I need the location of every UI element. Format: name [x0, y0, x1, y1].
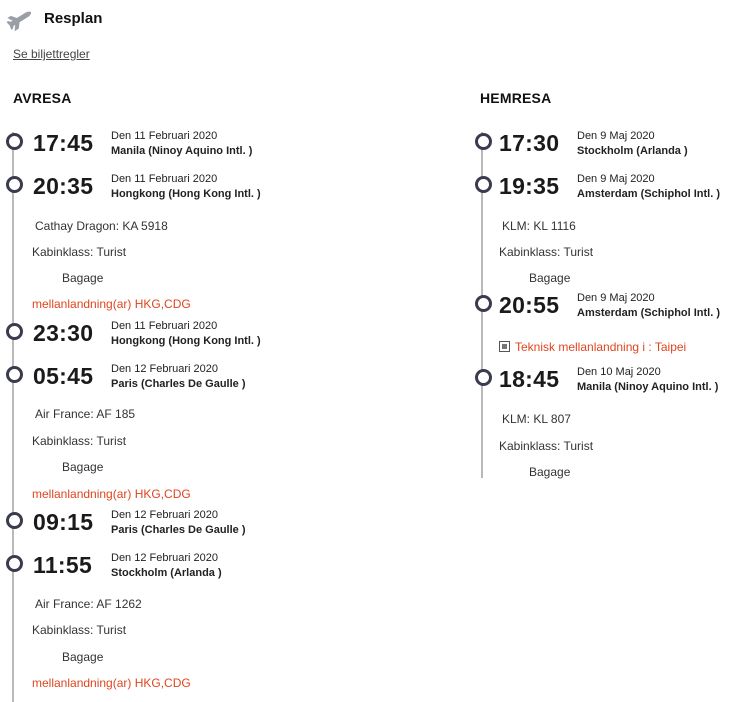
stop-date: Den 11 Februari 2020 — [111, 320, 218, 332]
timeline-dot — [475, 176, 492, 193]
cabin-class: Kabinklass: Turist — [32, 623, 127, 637]
stop-date: Den 12 Februari 2020 — [111, 363, 219, 375]
timeline-dot — [475, 295, 492, 312]
stop-date: Den 9 Maj 2020 — [577, 292, 655, 304]
cabin-class: Kabinklass: Turist — [499, 245, 594, 259]
stop-place: Manila (Ninoy Aquino Intl. ) — [111, 145, 253, 157]
stopover-info: mellanlandning(ar) HKG,CDG — [32, 676, 191, 690]
itinerary-header — [6, 4, 306, 34]
airplane-icon — [6, 4, 36, 34]
stop-place: Paris (Charles De Gaulle ) — [111, 524, 246, 536]
stop-date: Den 11 Februari 2020 — [111, 130, 218, 142]
outbound-stop — [13, 320, 333, 356]
outbound-stop — [13, 552, 333, 588]
stop-date: Den 9 Maj 2020 — [577, 173, 655, 185]
baggage-label: Bagage — [62, 271, 104, 285]
stop-time: 17:30 — [499, 130, 560, 156]
timeline-dot — [6, 323, 23, 340]
return-heading: HEMRESA — [480, 90, 552, 106]
stop-place: Amsterdam (Schiphol Intl. ) — [577, 188, 721, 200]
timeline-dot — [6, 555, 23, 572]
stop-date: Den 12 Februari 2020 — [111, 509, 219, 521]
stop-time: 11:55 — [33, 552, 93, 578]
baggage-label: Bagage — [529, 465, 571, 479]
flight-number: Air France: AF 185 — [35, 407, 136, 421]
cabin-class: Kabinklass: Turist — [32, 434, 127, 448]
baggage-label: Bagage — [62, 460, 104, 474]
stop-time: 20:35 — [33, 173, 94, 199]
flight-number: KLM: KL 1116 — [502, 219, 576, 233]
stop-place: Hongkong (Hong Kong Intl. ) — [111, 188, 261, 200]
stop-date: Den 12 Februari 2020 — [111, 552, 219, 564]
stop-time: 23:30 — [33, 320, 94, 346]
stop-time: 09:15 — [33, 509, 94, 535]
stop-place: Stockholm (Arlanda ) — [577, 145, 688, 157]
timeline-dot — [6, 512, 23, 529]
stop-time: 20:55 — [499, 292, 560, 318]
timeline-dot — [6, 133, 23, 150]
cabin-class: Kabinklass: Turist — [499, 439, 594, 453]
stop-date: Den 11 Februari 2020 — [111, 173, 218, 185]
stopover-info: mellanlandning(ar) HKG,CDG — [32, 487, 191, 501]
return-stop — [482, 292, 735, 328]
baggage-label: Bagage — [529, 271, 571, 285]
return-stop — [482, 173, 735, 209]
return-stop — [482, 366, 735, 402]
stop-time: 19:35 — [499, 173, 560, 199]
stop-time: 05:45 — [33, 363, 94, 389]
timeline-dot — [6, 366, 23, 383]
stop-place: Stockholm (Arlanda ) — [111, 567, 222, 579]
outbound-stop — [13, 509, 333, 545]
stop-time: 17:45 — [33, 130, 94, 156]
technical-stop-info — [499, 340, 686, 354]
stop-date: Den 10 Maj 2020 — [577, 366, 661, 378]
return-stop — [482, 130, 735, 166]
technical-stop-icon — [499, 341, 510, 352]
ticket-rules-link[interactable]: Se biljettregler — [13, 47, 90, 61]
outbound-stop — [13, 130, 333, 166]
stop-place: Amsterdam (Schiphol Intl. ) — [577, 307, 721, 319]
stop-place: Manila (Ninoy Aquino Intl. ) — [577, 381, 719, 393]
flight-number: Cathay Dragon: KA 5918 — [35, 219, 168, 233]
outbound-heading: AVRESA — [13, 90, 72, 106]
timeline-dot — [475, 369, 492, 386]
stopover-info: mellanlandning(ar) HKG,CDG — [32, 297, 191, 311]
outbound-timeline — [12, 132, 14, 702]
timeline-dot — [475, 133, 492, 150]
cabin-class: Kabinklass: Turist — [32, 245, 127, 259]
timeline-dot — [6, 176, 23, 193]
outbound-stop — [13, 363, 333, 399]
stop-place: Paris (Charles De Gaulle ) — [111, 378, 246, 390]
baggage-label: Bagage — [62, 650, 104, 664]
page-title: Resplan — [44, 10, 103, 27]
flight-number: KLM: KL 807 — [502, 412, 571, 426]
stop-place: Hongkong (Hong Kong Intl. ) — [111, 335, 261, 347]
stop-date: Den 9 Maj 2020 — [577, 130, 655, 142]
outbound-stop — [13, 173, 333, 209]
stop-time: 18:45 — [499, 366, 560, 392]
flight-number: Air France: AF 1262 — [35, 597, 142, 611]
technical-stop-text: Teknisk mellanlandning i : Taipei — [515, 340, 687, 354]
